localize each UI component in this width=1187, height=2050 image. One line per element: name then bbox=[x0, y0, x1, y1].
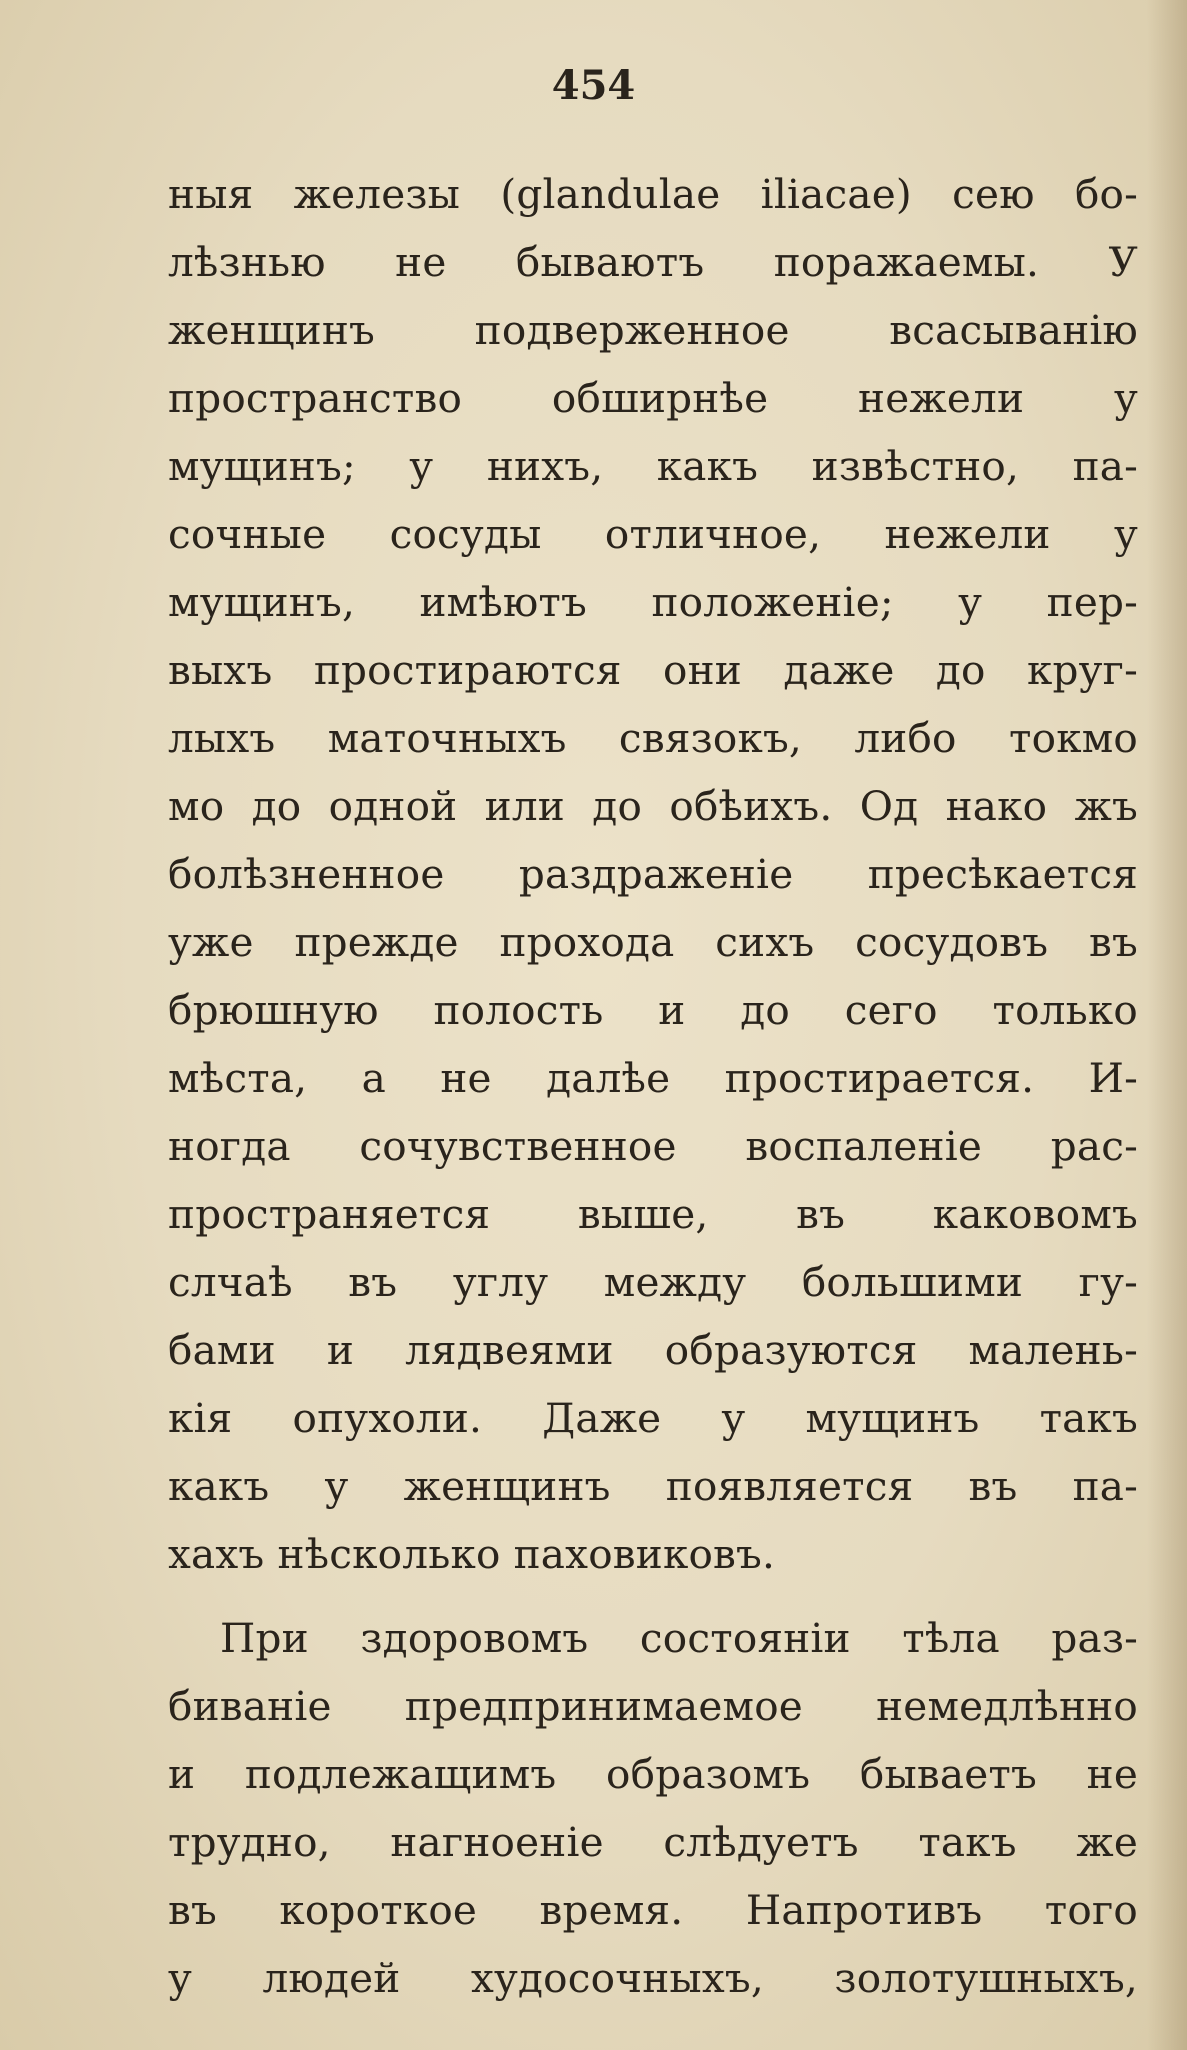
paragraph-1 bbox=[168, 160, 1138, 1588]
text-line: женщинъ подверженное всасыванію bbox=[168, 306, 1138, 354]
text-line: При здоровомъ состояніи тѣла раз- bbox=[220, 1614, 1138, 1662]
body-text bbox=[168, 160, 1138, 2012]
text-line: мущинъ; у нихъ, какъ извѣстно, па- bbox=[168, 442, 1138, 490]
text-line: бами и лядвеями образуются малень- bbox=[168, 1326, 1138, 1374]
text-line: пространяется выше, въ каковомъ bbox=[168, 1190, 1138, 1238]
text-line: мѣста, а не далѣе простирается. И- bbox=[168, 1054, 1138, 1102]
text-line: сочные сосуды отличное, нежели у bbox=[168, 510, 1138, 558]
text-line: и подлежащимъ образомъ бываетъ не bbox=[168, 1750, 1138, 1798]
page-number: 454 bbox=[551, 62, 636, 109]
text-line: брюшную полость и до сего только bbox=[168, 986, 1138, 1034]
text-line: слчаѣ въ углу между большими гу- bbox=[168, 1258, 1138, 1306]
paragraph-2 bbox=[168, 1604, 1138, 2012]
text-line: биваніе предпринимаемое немедлѣнно bbox=[168, 1682, 1138, 1730]
text-line: лыхъ маточныхъ связокъ, либо токмо bbox=[168, 714, 1138, 762]
text-line: какъ у женщинъ появляется въ па- bbox=[168, 1462, 1138, 1510]
text-line: мущинъ, имѣютъ положеніе; у пер- bbox=[168, 578, 1138, 626]
text-line: мо до одной или до обѣихъ. Од нако жъ bbox=[168, 782, 1138, 830]
text-line: въ короткое время. Напротивъ того bbox=[168, 1886, 1138, 1934]
text-line: кія опухоли. Даже у мущинъ такъ bbox=[168, 1394, 1138, 1442]
text-line: выхъ простираются они даже до круг- bbox=[168, 646, 1138, 694]
text-line: трудно, нагноеніе слѣдуетъ такъ же bbox=[168, 1818, 1138, 1866]
text-line: болѣзненное раздраженіе пресѣкается bbox=[168, 850, 1138, 898]
text-line: ныя железы (glandulae iliacae) сею бо- bbox=[168, 170, 1138, 218]
paragraph-gap bbox=[168, 1588, 1138, 1604]
text-line: хахъ нѣсколько паховиковъ. bbox=[168, 1530, 776, 1578]
text-line: лѣзнью не бываютъ поражаемы. У bbox=[168, 238, 1138, 286]
text-line: уже прежде прохода сихъ сосудовъ въ bbox=[168, 918, 1138, 966]
text-line: пространство обширнѣе нежели у bbox=[168, 374, 1138, 422]
text-line: ногда сочувственное воспаленіе рас- bbox=[168, 1122, 1138, 1170]
text-line: у людей худосочныхъ, золотушныхъ, bbox=[168, 1954, 1138, 2002]
